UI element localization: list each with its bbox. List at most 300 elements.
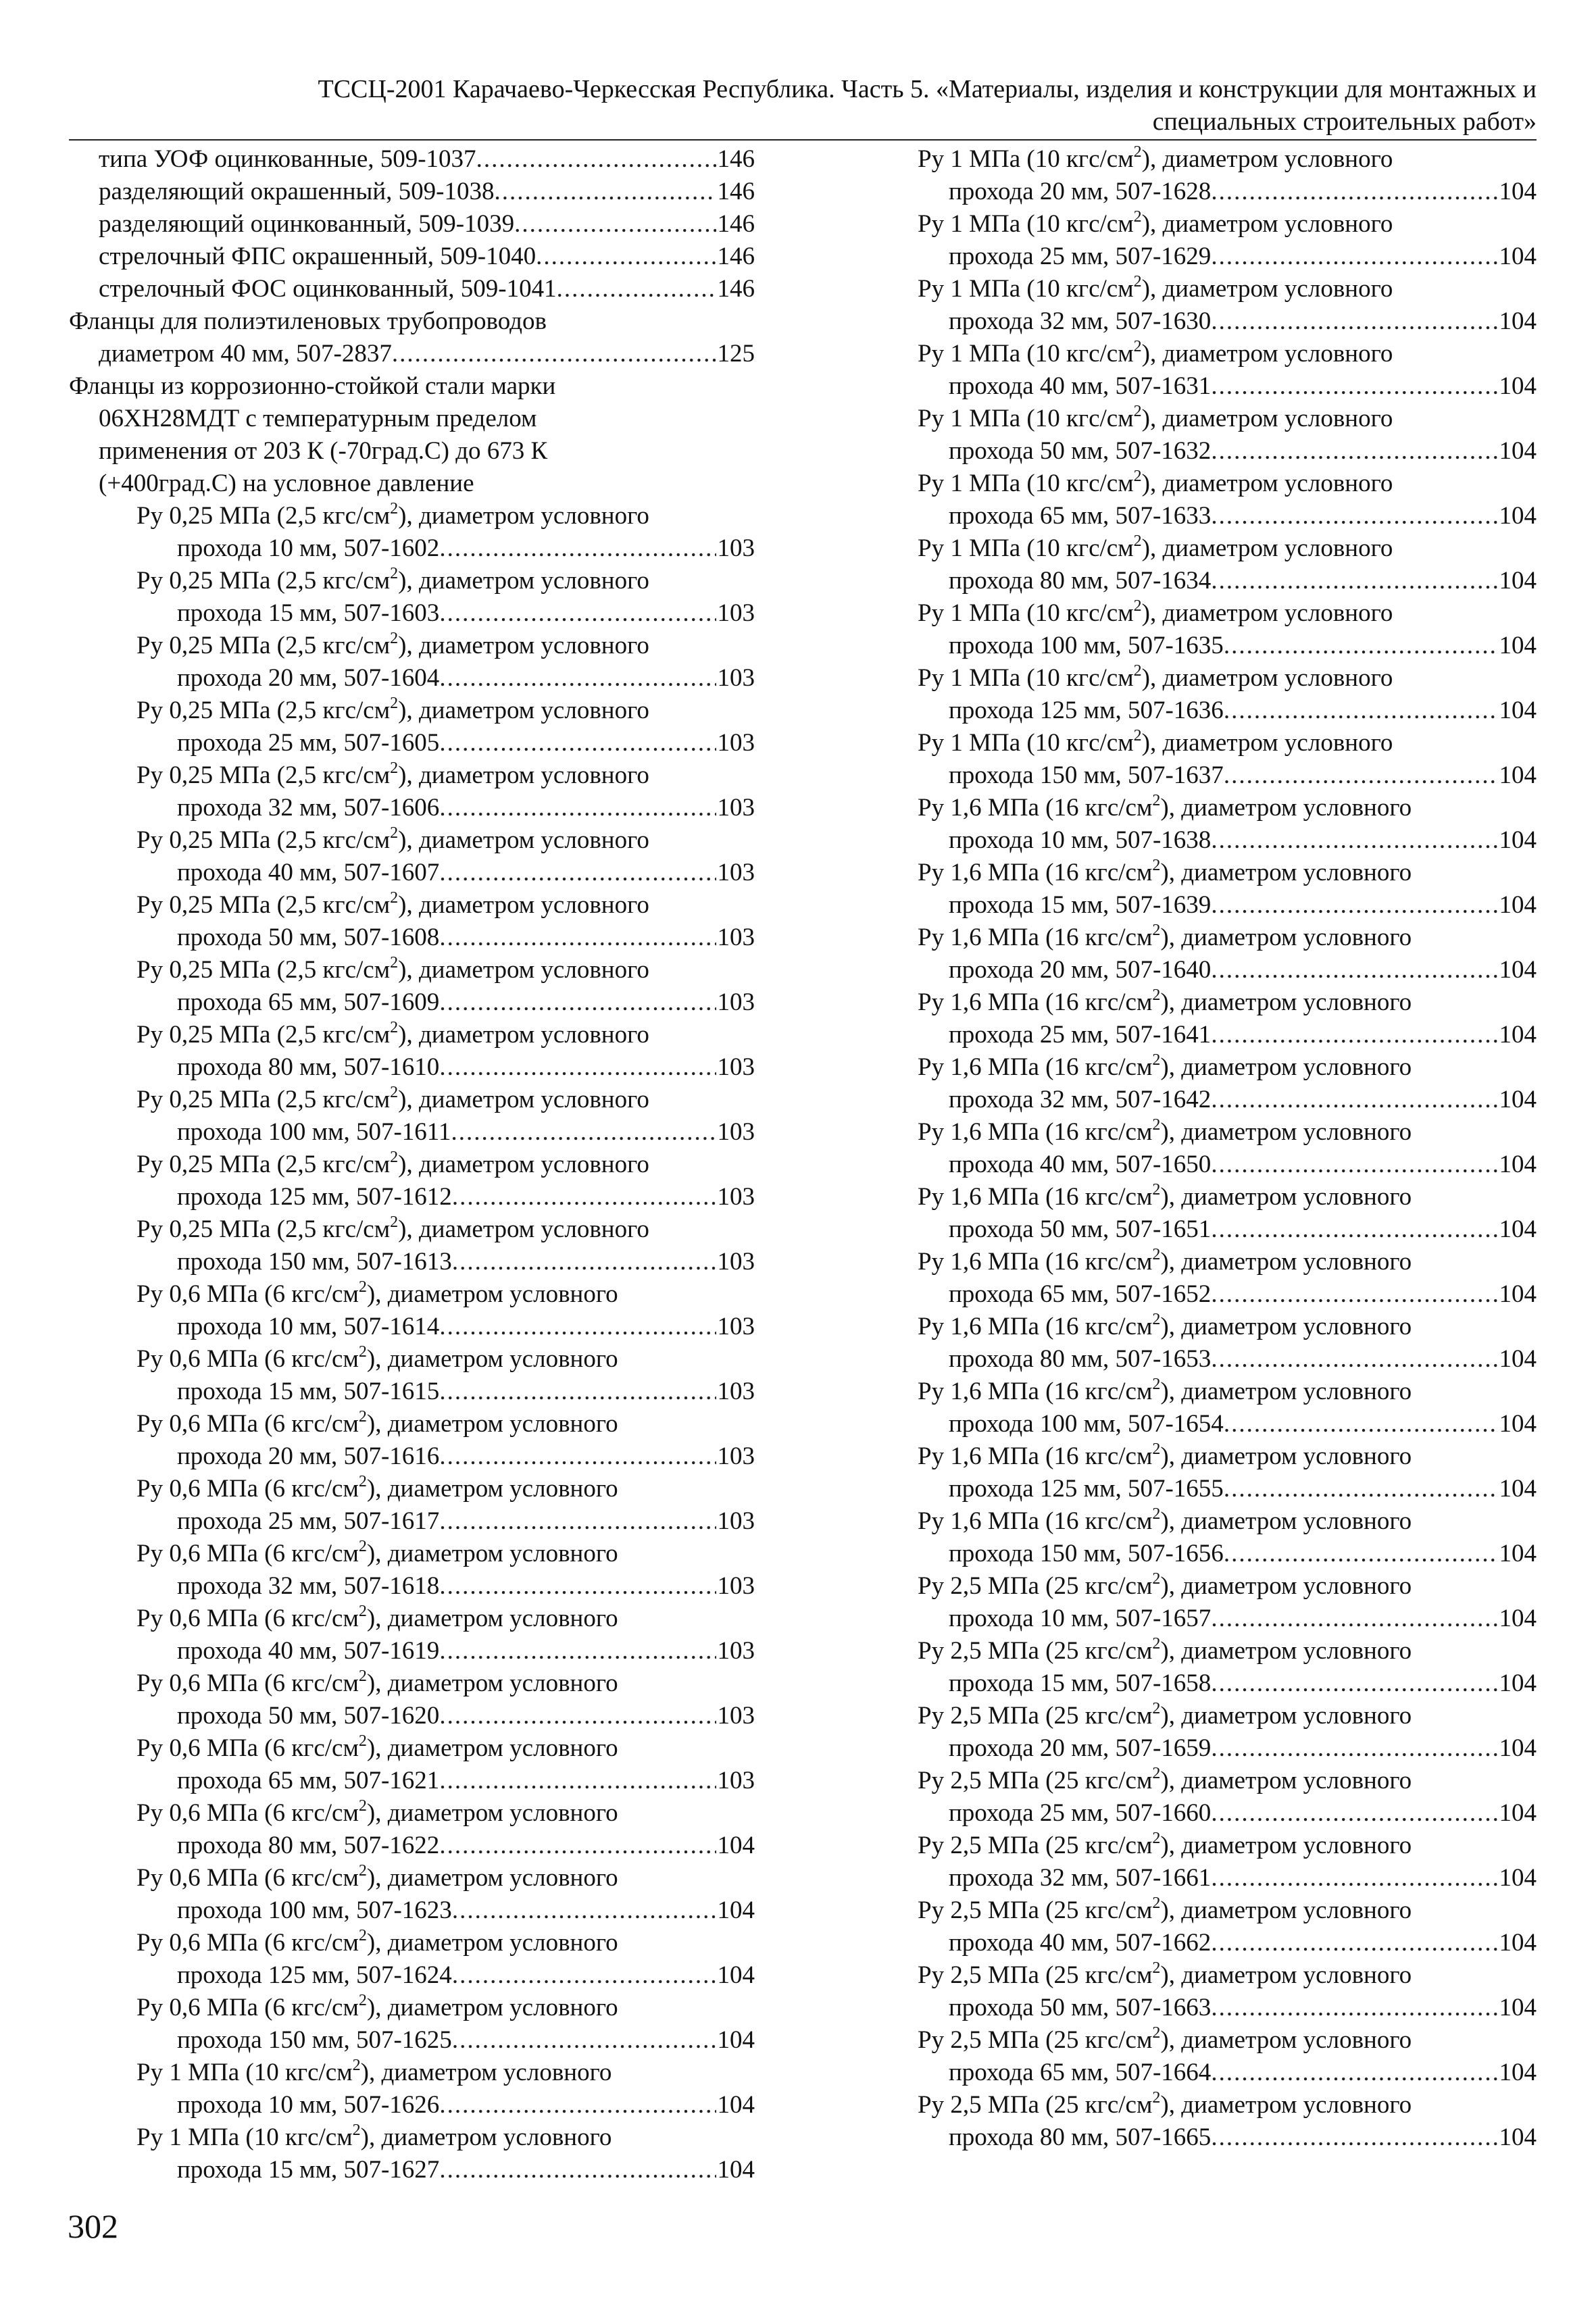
superscript: 2 (390, 953, 399, 972)
flange-entry-pressure: Ру 0,6 МПа (6 кгс/$см^2$), диаметром условного (136, 1926, 618, 1957)
dot-leader (439, 792, 716, 824)
flange-entry-diameter: прохода 50 мм, 507-1632 ..... 104 (918, 435, 1537, 468)
flange-entry (69, 824, 755, 889)
flange-entry-diameter: прохода 20 мм, 507-1604 ..... 103 (69, 662, 755, 695)
superscript: 2 (1152, 1634, 1161, 1653)
flange-entry-pressure: Ру 0,6 МПа (6 кгс/$см^2$), диаметром условного (136, 1732, 618, 1762)
flange-entry-pressure: Ру 1 МПа (10 кгс/$см^2$), диаметром условного (918, 402, 1393, 432)
superscript: 2 (1152, 1959, 1161, 1977)
dot-leader (1211, 1992, 1497, 2024)
page-ref: 104 (1499, 372, 1537, 400)
flange-entry (918, 1440, 1537, 1505)
dot-leader (439, 2154, 716, 2186)
index-entry: диаметром 40 мм, 507-2837 ..... 125 (69, 338, 755, 370)
flange-entry-pressure: Ру 0,6 МПа (6 кгс/$см^2$), диаметром условного (136, 1537, 618, 1567)
dot-leader (451, 1116, 716, 1149)
page-ref: 104 (1499, 697, 1537, 724)
page-ref: 104 (1499, 2123, 1537, 2151)
flange-entry (69, 1408, 755, 1473)
superscript: 2 (390, 564, 399, 582)
page-ref: 103 (717, 1248, 755, 1276)
left-column (69, 143, 755, 2186)
flange-entry-diameter: прохода 15 мм, 507-1658 ..... 104 (918, 1667, 1537, 1700)
flange-entry (69, 1084, 755, 1149)
flange-entry (918, 1830, 1537, 1894)
flange-entry (918, 403, 1537, 468)
dot-leader (439, 1700, 716, 1732)
superscript: 2 (358, 1407, 367, 1426)
dot-leader (439, 1765, 716, 1797)
flange-entry (69, 1278, 755, 1343)
superscript: 2 (1133, 467, 1142, 485)
page-ref: 104 (1499, 243, 1537, 270)
flange-entry-diameter: прохода 25 мм, 507-1641 ..... 104 (918, 1019, 1537, 1051)
dot-leader (439, 727, 716, 759)
flange-entry (918, 727, 1537, 792)
dot-leader (1211, 1278, 1497, 1311)
flange-entry-diameter: прохода 100 мм, 507-1654 ..... 104 (918, 1408, 1537, 1440)
superscript: 2 (1152, 1764, 1161, 1782)
page-ref: 103 (717, 1637, 755, 1665)
flange-entry-pressure: Ру 0,6 МПа (6 кгс/$см^2$), диаметром условного (136, 1407, 618, 1438)
superscript: 2 (390, 1148, 399, 1166)
flange-entry-pressure: Ру 0,6 МПа (6 кгс/$см^2$), диаметром условного (136, 1991, 618, 2021)
flange-entry-pressure: Ру 1,6 МПа (16 кгс/$см^2$), диаметром условного (918, 1051, 1412, 1081)
dot-leader (1211, 1603, 1497, 1635)
superscript: 2 (1133, 532, 1142, 550)
flange-entry-diameter: прохода 65 мм, 507-1609 ..... 103 (69, 986, 755, 1019)
flange-entry-diameter: прохода 25 мм, 507-1629 ..... 104 (918, 241, 1537, 273)
superscript: 2 (1152, 791, 1161, 809)
flange-entry-pressure: Ру 0,25 МПа (2,5 кгс/$см^2$), диаметром условного (136, 629, 649, 659)
superscript: 2 (1152, 1375, 1161, 1393)
dot-leader (1211, 305, 1497, 338)
page-ref: 103 (717, 599, 755, 627)
left-entry-list (69, 500, 755, 2186)
superscript: 2 (1133, 143, 1142, 161)
flange-entry (918, 922, 1537, 986)
page-ref: 103 (717, 534, 755, 562)
flange-entry-diameter: прохода 150 мм, 507-1625 ..... 104 (69, 2024, 755, 2057)
dot-leader (1211, 1667, 1497, 1700)
flange-entry-diameter: прохода 15 мм, 507-1627 ..... 104 (69, 2154, 755, 2186)
flange-entry-pressure: Ру 1,6 МПа (16 кгс/$см^2$), диаметром условного (918, 856, 1412, 886)
dot-leader (439, 1376, 716, 1408)
flange-entry-pressure: Ру 1 МПа (10 кгс/$см^2$), диаметром условного (136, 2121, 612, 2151)
superscript: 2 (358, 1861, 367, 1880)
page-ref: 104 (1499, 178, 1537, 205)
right-entry-list (918, 143, 1537, 2154)
flange-entry (69, 1019, 755, 1084)
flange-entry (69, 500, 755, 565)
dot-leader (439, 532, 716, 565)
flange-entry-diameter: прохода 40 мм, 507-1650 ..... 104 (918, 1149, 1537, 1181)
flange-entry-diameter: прохода 80 мм, 507-1634 ..... 104 (918, 565, 1537, 597)
flange-entry (69, 1667, 755, 1732)
flange-entry-diameter: прохода 80 мм, 507-1610 ..... 103 (69, 1051, 755, 1084)
dot-leader (452, 2024, 716, 2057)
flange-entry (918, 468, 1537, 532)
dot-leader (439, 1635, 716, 1667)
flange-entry (69, 1797, 755, 1862)
page-ref: 103 (717, 924, 755, 951)
flange-entry (69, 630, 755, 695)
flange-entry (69, 2121, 755, 2186)
flange-entry (69, 1213, 755, 1278)
page-ref: 103 (717, 1442, 755, 1470)
page-ref: 103 (717, 1378, 755, 1405)
flange-entry-diameter: прохода 40 мм, 507-1662 ..... 104 (918, 1927, 1537, 1959)
page-ref: 104 (717, 1896, 755, 1924)
dot-leader (439, 1830, 716, 1862)
flange-entry-diameter: прохода 65 мм, 507-1633 ..... 104 (918, 500, 1537, 532)
flange-entry-diameter: прохода 32 мм, 507-1618 ..... 103 (69, 1570, 755, 1603)
superscript: 2 (358, 1991, 367, 2009)
superscript: 2 (1152, 1310, 1161, 1328)
dot-leader (1211, 1084, 1497, 1116)
flange-entry-pressure: Ру 0,25 МПа (2,5 кгс/$см^2$), диаметром условного (136, 888, 649, 919)
flange-entry-diameter: прохода 10 мм, 507-1602 ..... 103 (69, 532, 755, 565)
flange-entry-diameter: прохода 50 мм, 507-1620 ..... 103 (69, 1700, 755, 1732)
superscript: 2 (1152, 986, 1161, 1004)
flange-entry (69, 759, 755, 824)
page-ref: 104 (1499, 1864, 1537, 1892)
flange-entry-pressure: Ру 2,5 МПа (25 кгс/$см^2$), диаметром условного (918, 2023, 1412, 2054)
flange-entry (918, 1894, 1537, 1959)
superscript: 2 (1133, 402, 1142, 420)
page-ref: 103 (717, 1507, 755, 1535)
dot-leader (1211, 1213, 1497, 1246)
flange-entry-diameter: прохода 32 мм, 507-1661 ..... 104 (918, 1862, 1537, 1894)
flange-entry-pressure: Ру 2,5 МПа (25 кгс/$см^2$), диаметром условного (918, 1569, 1412, 1600)
dot-leader (1211, 1149, 1497, 1181)
page-ref: 104 (1499, 1280, 1537, 1308)
dot-leader (1211, 1732, 1497, 1765)
superscript: 2 (358, 1342, 367, 1361)
superscript: 2 (1152, 1115, 1161, 1134)
flange-entry-pressure: Ру 1,6 МПа (16 кгс/$см^2$), диаметром условного (918, 1375, 1412, 1405)
page-ref: 103 (717, 859, 755, 886)
flange-entry-pressure: Ру 0,25 МПа (2,5 кгс/$см^2$), диаметром условного (136, 1018, 649, 1049)
flange-entry (918, 532, 1537, 597)
dot-leader (1211, 824, 1497, 857)
superscript: 2 (1133, 726, 1142, 745)
superscript: 2 (1152, 1894, 1161, 1912)
flange-entry (69, 695, 755, 759)
flange-entry-diameter: прохода 15 мм, 507-1639 ..... 104 (918, 889, 1537, 922)
page-ref: 104 (1499, 1021, 1537, 1049)
superscript: 2 (390, 694, 399, 712)
flange-entry-diameter: прохода 20 мм, 507-1616 ..... 103 (69, 1440, 755, 1473)
dot-leader (1224, 1408, 1498, 1440)
flange-entry-diameter: прохода 25 мм, 507-1617 ..... 103 (69, 1505, 755, 1538)
index-entry: стрелочный ФОС оцинкованный, 509-1041 ..... 146 (69, 273, 755, 305)
flange-entry-diameter: прохода 15 мм, 507-1615 ..... 103 (69, 1376, 755, 1408)
flange-entry-pressure: Ру 1,6 МПа (16 кгс/$см^2$), диаметром условного (918, 921, 1412, 951)
dot-leader (439, 597, 716, 630)
flange-entry-pressure: Ру 0,6 МПа (6 кгс/$см^2$), диаметром условного (136, 1861, 618, 1892)
flange-entry-pressure: Ру 1 МПа (10 кгс/$см^2$), диаметром условного (918, 207, 1393, 238)
flange-entry-diameter: прохода 40 мм, 507-1607 ..... 103 (69, 857, 755, 889)
flange-entry-pressure: Ру 1 МПа (10 кгс/$см^2$), диаметром условного (918, 143, 1393, 173)
flange-entry (69, 565, 755, 630)
flange-entry-diameter: прохода 10 мм, 507-1614 ..... 103 (69, 1311, 755, 1343)
dot-leader (1211, 1797, 1497, 1830)
flange-entry (918, 273, 1537, 338)
superscript: 2 (390, 824, 399, 842)
flange-entry-diameter: прохода 150 мм, 507-1656 ..... 104 (918, 1538, 1537, 1570)
dot-leader (1211, 565, 1497, 597)
page-number: 302 (68, 2207, 118, 2245)
dot-leader (1211, 1019, 1497, 1051)
dot-leader (452, 1894, 716, 1927)
flange-entry (918, 1311, 1537, 1376)
dot-leader (1211, 1862, 1497, 1894)
flange-entry (69, 889, 755, 954)
superscript: 2 (1133, 597, 1142, 615)
page-ref: 103 (717, 1313, 755, 1340)
header-rule (69, 139, 1537, 141)
superscript: 2 (358, 1667, 367, 1685)
flange-entry-diameter: прохода 125 мм, 507-1655 ..... 104 (918, 1473, 1537, 1505)
dot-leader (439, 857, 716, 889)
flange-entry-diameter: прохода 40 мм, 507-1619 ..... 103 (69, 1635, 755, 1667)
flange-entry-pressure: Ру 2,5 МПа (25 кгс/$см^2$), диаметром условного (918, 1829, 1412, 1859)
flange-entry (918, 1051, 1537, 1116)
dot-leader (1211, 2121, 1497, 2154)
dot-leader (1224, 695, 1498, 727)
index-heading-cont: (+400град.С) на условное давление (99, 470, 474, 497)
flange-entry-pressure: Ру 0,25 МПа (2,5 кгс/$см^2$), диаметром условного (136, 499, 649, 530)
flange-entry-diameter: прохода 40 мм, 507-1631 ..... 104 (918, 370, 1537, 403)
dot-leader (452, 1959, 716, 1992)
page-ref: 104 (1499, 826, 1537, 854)
page-ref: 104 (1499, 1151, 1537, 1178)
dot-leader (1224, 630, 1498, 662)
flange-entry (918, 662, 1537, 727)
page-ref: 104 (1499, 1410, 1537, 1438)
dot-leader (536, 241, 716, 273)
flange-entry-pressure: Ру 0,25 МПа (2,5 кгс/$см^2$), диаметром условного (136, 1148, 649, 1178)
page-ref: 104 (1499, 307, 1537, 335)
flange-entry (918, 1505, 1537, 1570)
dot-leader (1211, 370, 1497, 403)
page-ref: 103 (717, 794, 755, 822)
flange-entry-diameter: прохода 50 мм, 507-1608 ..... 103 (69, 922, 755, 954)
flange-entry (918, 143, 1537, 208)
superscript: 2 (1152, 2088, 1161, 2107)
dot-leader (1224, 759, 1498, 792)
superscript: 2 (1133, 661, 1142, 680)
page-ref: 104 (1499, 891, 1537, 919)
flange-entry-diameter: прохода 32 мм, 507-1642 ..... 104 (918, 1084, 1537, 1116)
flange-entry (918, 1700, 1537, 1765)
flange-entry-diameter: прохода 20 мм, 507-1640 ..... 104 (918, 954, 1537, 986)
dot-leader (1224, 1538, 1498, 1570)
superscript: 2 (390, 1213, 399, 1231)
page-ref: 104 (1499, 1799, 1537, 1827)
flange-entry-diameter: прохода 15 мм, 507-1603 ..... 103 (69, 597, 755, 630)
flange-entry (918, 1959, 1537, 2024)
page-ref: 104 (1499, 567, 1537, 595)
superscript: 2 (1152, 1180, 1161, 1199)
page-ref: 104 (1499, 1994, 1537, 2021)
flange-entry (918, 857, 1537, 922)
flange-entry-pressure: Ру 0,6 МПа (6 кгс/$см^2$), диаметром условного (136, 1472, 618, 1503)
flange-entry-diameter: прохода 65 мм, 507-1621 ..... 103 (69, 1765, 755, 1797)
right-column (918, 143, 1537, 2154)
flange-entry-pressure: Ру 1,6 МПа (16 кгс/$см^2$), диаметром условного (918, 1245, 1412, 1276)
flange-entry-pressure: Ру 0,25 МПа (2,5 кгс/$см^2$), диаметром условного (136, 564, 649, 595)
flange-entry (69, 1992, 755, 2057)
flange-entry-pressure: Ру 1 МПа (10 кгс/$см^2$), диаметром условного (918, 661, 1393, 692)
page-ref: 104 (1499, 1475, 1537, 1503)
page-ref: 103 (717, 1572, 755, 1600)
index-heading: Фланцы из коррозионно-стойкой стали марки (69, 372, 556, 400)
superscript: 2 (1152, 1245, 1161, 1263)
superscript: 2 (390, 888, 399, 907)
page-ref: 104 (1499, 761, 1537, 789)
flange-entry (918, 1635, 1537, 1700)
running-header-line-2: специальных строительных работ» (1152, 107, 1537, 136)
flange-entry (918, 597, 1537, 662)
index-heading: Фланцы для полиэтиленовых трубопроводов (69, 307, 547, 335)
flange-entry (918, 1570, 1537, 1635)
page-ref: 103 (717, 664, 755, 692)
superscript: 2 (1152, 1505, 1161, 1523)
flange-entry-pressure: Ру 0,6 МПа (6 кгс/$см^2$), диаметром условного (136, 1278, 618, 1308)
flange-entry-pressure: Ру 0,6 МПа (6 кгс/$см^2$), диаметром условного (136, 1342, 618, 1373)
page-ref: 104 (1499, 1669, 1537, 1697)
page-ref: 103 (717, 1053, 755, 1081)
page-ref: 103 (717, 988, 755, 1016)
dot-leader (1211, 435, 1497, 468)
dot-leader (1211, 241, 1497, 273)
flange-entry (69, 1343, 755, 1408)
page-ref: 104 (1499, 1929, 1537, 1957)
flange-entry-pressure: Ру 0,6 МПа (6 кгс/$см^2$), диаметром условного (136, 1602, 618, 1632)
flange-entry-diameter: прохода 65 мм, 507-1652 ..... 104 (918, 1278, 1537, 1311)
flange-entry-diameter: прохода 150 мм, 507-1637 ..... 104 (918, 759, 1537, 792)
flange-entry (69, 2057, 755, 2121)
superscript: 2 (1152, 2023, 1161, 2042)
dot-leader (1211, 1343, 1497, 1376)
flange-entry-pressure: Ру 0,25 МПа (2,5 кгс/$см^2$), диаметром условного (136, 1213, 649, 1243)
flange-entry (69, 1862, 755, 1927)
dot-leader (1211, 954, 1497, 986)
index-entry: разделяющий оцинкованный, 509-1039 ..... 146 (69, 208, 755, 241)
superscript: 2 (358, 1732, 367, 1750)
flange-entry (918, 1246, 1537, 1311)
flange-entry-pressure: Ру 1,6 МПа (16 кгс/$см^2$), диаметром условного (918, 1115, 1412, 1146)
flange-entry-pressure: Ру 2,5 МПа (25 кгс/$см^2$), диаметром условного (918, 1894, 1412, 1924)
flange-entry (918, 1181, 1537, 1246)
dot-leader (557, 273, 716, 305)
flange-entry-pressure: Ру 2,5 МПа (25 кгс/$см^2$), диаметром условного (918, 1699, 1412, 1730)
page-ref: 104 (717, 1832, 755, 1859)
flange-entry-pressure: Ру 2,5 МПа (25 кгс/$см^2$), диаметром условного (918, 1764, 1412, 1794)
superscript: 2 (390, 1083, 399, 1101)
dot-leader (392, 338, 716, 370)
flange-entry (918, 1116, 1537, 1181)
flange-entry (918, 338, 1537, 403)
index-heading-cont: 06ХН28МДТ с температурным пределом (99, 405, 537, 432)
flange-entry-pressure: Ру 1 МПа (10 кгс/$см^2$), диаметром условного (918, 337, 1393, 368)
index-entry: стрелочный ФПС окрашенный, 509-1040 ..... 146 (69, 241, 755, 273)
index-heading-cont: применения от 203 К (-70град.С) до 673 К (99, 437, 548, 465)
flange-entry-pressure: Ру 1,6 МПа (16 кгс/$см^2$), диаметром условного (918, 1505, 1412, 1535)
flange-entry-diameter: прохода 10 мм, 507-1638 ..... 104 (918, 824, 1537, 857)
flange-entry (918, 208, 1537, 273)
flange-entry-pressure: Ру 1,6 МПа (16 кгс/$см^2$), диаметром условного (918, 1310, 1412, 1340)
dot-leader (439, 1051, 716, 1084)
dot-leader (1211, 889, 1497, 922)
flange-entry-diameter: прохода 20 мм, 507-1628 ..... 104 (918, 176, 1537, 208)
dot-leader (1211, 2057, 1497, 2089)
flange-entry (69, 1149, 755, 1213)
superscript: 2 (352, 2056, 361, 2074)
index-entry: типа УОФ оцинкованные, 509-1037 ..... 146 (69, 143, 755, 176)
superscript: 2 (1152, 1829, 1161, 1847)
flange-entry-diameter: прохода 100 мм, 507-1611 ..... 103 (69, 1116, 755, 1149)
dot-leader (1211, 1927, 1497, 1959)
dot-leader (1211, 500, 1497, 532)
flange-entry-pressure: Ру 0,25 МПа (2,5 кгс/$см^2$), диаметром условного (136, 759, 649, 789)
flange-entry-pressure: Ру 0,6 МПа (6 кгс/$см^2$), диаметром условного (136, 1667, 618, 1697)
flange-entry-pressure: Ру 1 МПа (10 кгс/$см^2$), диаметром условного (136, 2056, 612, 2086)
superscript: 2 (358, 1537, 367, 1555)
dot-leader (439, 986, 716, 1019)
page-ref: 104 (1499, 2059, 1537, 2086)
flange-entry (69, 1603, 755, 1667)
page-ref: 104 (717, 2026, 755, 2054)
flange-entry (918, 986, 1537, 1051)
flange-entry-pressure: Ру 2,5 МПа (25 кгс/$см^2$), диаметром условного (918, 2088, 1412, 2119)
page-ref: 104 (1499, 1605, 1537, 1632)
superscript: 2 (358, 1602, 367, 1620)
flange-entry-diameter: прохода 150 мм, 507-1613 ..... 103 (69, 1246, 755, 1278)
dot-leader (439, 1440, 716, 1473)
flange-entry-pressure: Ру 1,6 МПа (16 кгс/$см^2$), диаметром условного (918, 1180, 1412, 1211)
flange-entry-diameter: прохода 20 мм, 507-1659 ..... 104 (918, 1732, 1537, 1765)
flange-entry-diameter: прохода 50 мм, 507-1651 ..... 104 (918, 1213, 1537, 1246)
flange-entry-diameter: прохода 80 мм, 507-1622 ..... 104 (69, 1830, 755, 1862)
dot-leader (439, 2089, 716, 2121)
page-ref: 104 (1499, 1540, 1537, 1567)
page-ref: 104 (1499, 437, 1537, 465)
dot-leader (514, 208, 716, 241)
superscript: 2 (1133, 207, 1142, 226)
flange-entry-pressure: Ру 2,5 МПа (25 кгс/$см^2$), диаметром условного (918, 1634, 1412, 1665)
superscript: 2 (358, 1472, 367, 1490)
flange-entry-diameter: прохода 100 мм, 507-1623 ..... 104 (69, 1894, 755, 1927)
superscript: 2 (1133, 337, 1142, 355)
flange-entry-pressure: Ру 0,25 МПа (2,5 кгс/$см^2$), диаметром условного (136, 1083, 649, 1113)
running-header-line-1: ТССЦ-2001 Карачаево-Черкесская Республика. Часть 5. «Материалы, изделия и конструкции для монтажных и (318, 75, 1537, 103)
page-ref: 103 (717, 1183, 755, 1211)
running-header (0, 73, 1596, 138)
flange-entry-pressure: Ру 2,5 МПа (25 кгс/$см^2$), диаметром условного (918, 1959, 1412, 1989)
page-ref: 104 (1499, 956, 1537, 984)
flange-entry-diameter: прохода 125 мм, 507-1612 ..... 103 (69, 1181, 755, 1213)
page-ref: 104 (717, 2091, 755, 2119)
page-ref: 104 (1499, 1086, 1537, 1113)
page-ref: 104 (1499, 1345, 1537, 1373)
flange-entry (69, 1732, 755, 1797)
flange-entry-diameter: прохода 25 мм, 507-1605 ..... 103 (69, 727, 755, 759)
dot-leader (439, 1505, 716, 1538)
flange-entry-pressure: Ру 0,25 МПа (2,5 кгс/$см^2$), диаметром условного (136, 694, 649, 724)
